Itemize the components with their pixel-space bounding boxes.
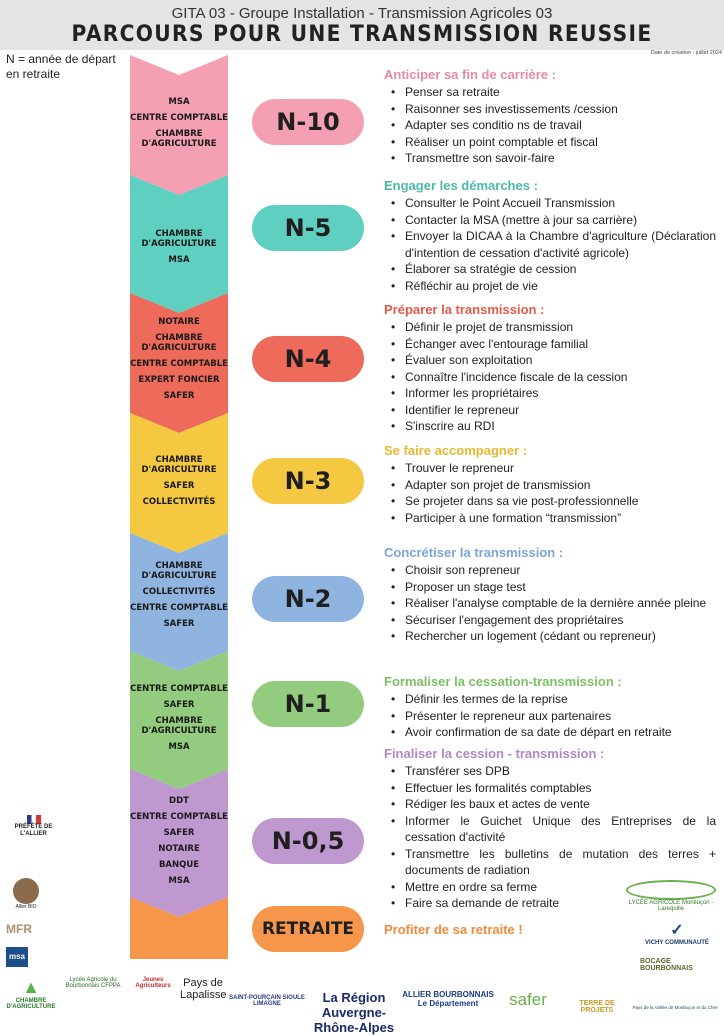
chevron-7 [130,897,228,979]
section-title: Finaliser la cession - transmission : [384,746,605,761]
list-item: • Réaliser l'analyse comptable de la dernière année pleine [384,595,716,612]
list-item: • Proposer un stage test [384,579,716,596]
actor-label: COLLECTIVITÉS [142,587,216,597]
actor-label: CENTRE COMPTABLE [130,812,228,822]
actor-label: SAFER [163,828,195,838]
jeunes-agri-logo: Jeunes Agriculteurs [135,977,171,989]
section-title: Engager les démarches : [384,178,538,193]
step-pill: N-1 [252,681,364,727]
bocage-logo: BOCAGE BOURBONNAIS [640,958,693,972]
actor-label: SAFER [163,700,195,710]
list-item: • Faire sa demande de retraite [384,895,716,912]
section-title: Concrétiser la transmission : [384,545,564,560]
section-list [384,691,716,741]
actor-list [130,455,228,513]
actor-label: MSA [168,876,190,886]
list-item: • Évaluer son exploitation [384,352,716,369]
lapalisse-logo: Pays de Lapalisse [180,977,227,1001]
actor-label: CENTRE COMPTABLE [130,603,228,613]
list-item: • Participer à une formation “transmission” [384,510,716,527]
step-section [384,302,716,435]
list-item: • Envoyer la DICAA à la Chambre d'agriculture (Déclaration d'intention de cessation d'activité agricole) [384,228,716,261]
step-pill: N-2 [252,576,364,622]
list-item: • Trouver le repreneur [384,460,716,477]
step-section [384,178,716,294]
pays-montlucon-logo: Pays de la Vallée de Montluçon et du Cher [632,1005,718,1010]
lycee-bourbonnais-logo: Lycée Agricole du Bourbonnais CFPPA [65,977,121,989]
list-item: • Contacter la MSA (mettre à jour sa carrière) [384,212,716,229]
step-pill: N-5 [252,205,364,251]
actor-label: MSA [168,742,190,752]
list-item: • Mettre en ordre sa ferme [384,879,716,896]
actor-label: NOTAIRE [158,844,200,854]
actor-label: CENTRE COMPTABLE [130,684,228,694]
list-item: • Sécuriser l'engagement des propriétaires [384,612,716,629]
step-pill: RETRAITE [252,906,364,952]
list-item: • Connaître l'incidence fiscale de la cession [384,369,716,386]
page-title: PARCOURS POUR UNE TRANSMISSION REUSSIE [71,22,653,47]
actor-label: DDT [169,796,189,806]
saint-pourcain-logo: SAINT-POURÇAIN SIOULE LIMAGNE [229,995,305,1007]
list-item: • Identifier le repreneur [384,402,716,419]
section-title: Préparer la transmission : [384,302,545,317]
step-pill: N-0,5 [252,818,364,864]
actor-list [130,229,228,271]
actor-label: SAFER [163,481,195,491]
actor-label: CENTRE COMPTABLE [130,359,228,369]
actor-label: CHAMBRE D'AGRICULTURE [141,129,217,149]
vichy-logo: ✓ VICHY COMMUNAUTÉ [645,922,709,946]
section-title: Anticiper sa fin de carrière : [384,67,556,82]
section-title: Se faire accompagner : [384,443,528,458]
region-logo: La Région Auvergne-Rhône-Alpes [313,990,395,1035]
step-section [384,443,716,526]
section-list [384,195,716,294]
actor-label: SAFER [163,619,195,629]
list-item: • Transmettre les bulletins de mutation des terres + documents de radiation [384,846,716,879]
section-list [384,562,716,645]
list-item: • Définir les termes de la reprise [384,691,716,708]
list-item: • Définir le projet de transmission [384,319,716,336]
list-item: • Raisonner ses investissements /cession [384,101,716,118]
list-item: • S'inscrire au RDI [384,418,716,435]
step-section [384,67,716,167]
list-item: • Adapter son projet de transmission [384,477,716,494]
actor-label: BANQUE [158,860,200,870]
list-item: • Consulter le Point Accueil Transmission [384,195,716,212]
actor-label: COLLECTIVITÉS [142,497,216,507]
chevron-2 [130,293,228,433]
step-pill: N-3 [252,458,364,504]
chevron-3 [130,413,228,553]
terre-de-projets-logo: TERRE DE PROJETS [579,1000,615,1014]
list-item: • Choisir son repreneur [384,562,716,579]
list-item: • Élaborer sa stratégie de cession [384,261,716,278]
actor-label: NOTAIRE [158,317,200,327]
lycee-montlucon-logo: LYCÉE AGRICOLE Montluçon - Larequille [626,880,716,912]
allier-bio-logo: Allier BIO [6,878,46,910]
actor-list [130,97,228,155]
list-item: • Se projeter dans sa vie post-professionnelle [384,493,716,510]
list-item: • Présenter le repreneur aux partenaires [384,708,716,725]
list-item: • Effectuer les formalités comptables [384,780,716,797]
actor-label: CHAMBRE D'AGRICULTURE [141,561,217,581]
section-list [384,84,716,167]
list-item: • Informer les propriétaires [384,385,716,402]
list-item: • Transférer ses DPB [384,763,716,780]
actor-label: CHAMBRE D'AGRICULTURE [141,229,217,249]
legend-note: N = année de départ en retraite [6,52,116,81]
actor-label: CHAMBRE D'AGRICULTURE [141,333,217,353]
actor-list [130,561,228,635]
step-pill: N-10 [252,99,364,145]
actor-list [130,796,228,892]
list-item: • Adapter ses conditio ns de travail [384,117,716,134]
creation-date: Date de création : juillet 2024 [650,50,722,56]
chambre-agri-logo: ▲ CHAMBRE D'AGRICULTURE [6,977,56,1010]
step-pill: N-4 [252,336,364,382]
section-title: Profiter de sa retraite ! [384,922,523,937]
actor-label: CENTRE COMPTABLE [130,113,228,123]
list-item: • Rédiger les baux et actes de vente [384,796,716,813]
actor-label: SAFER [163,391,195,401]
mfr-logo: MFR [6,922,32,936]
section-list [384,460,716,526]
departement-logo: ALLIER BOURBONNAIS Le Département [402,990,494,1008]
actor-list [130,317,228,407]
actor-label: CHAMBRE D'AGRICULTURE [141,716,217,736]
page-subtitle: GITA 03 - Groupe Installation - Transmission Agricoles 03 [171,5,553,22]
actor-label: CHAMBRE D'AGRICULTURE [141,455,217,475]
safer-logo: safer [509,990,547,1009]
chevron-6 [130,769,228,917]
list-item: • Penser sa retraite [384,84,716,101]
list-item: • Réfléchir au projet de vie [384,278,716,295]
actor-label: EXPERT FONCIER [138,375,220,385]
step-section [384,545,716,645]
section-title: Formaliser la cessation-transmission : [384,674,622,689]
section-list [384,319,716,435]
actor-label: MSA [168,255,190,265]
list-item: • Rechercher un logement (cédant ou repreneur) [384,628,716,645]
chevron-0 [130,55,228,195]
list-item: • Informer le Guichet Unique des Entreprises de la cessation d'activité [384,813,716,846]
msa-logo: msa [6,947,28,967]
actor-list [130,684,228,758]
list-item: • Réaliser un point comptable et fiscal [384,134,716,151]
step-section [384,674,716,741]
list-item: • Échanger avec l'entourage familial [384,336,716,353]
actor-label: MSA [168,97,190,107]
list-item: • Avoir confirmation de sa date de départ en retraite [384,724,716,741]
page-header [0,0,724,50]
list-item: • Transmettre son savoir-faire [384,150,716,167]
prefecture-logo: PRÉFÈTE DE L'ALLIER [6,815,61,838]
